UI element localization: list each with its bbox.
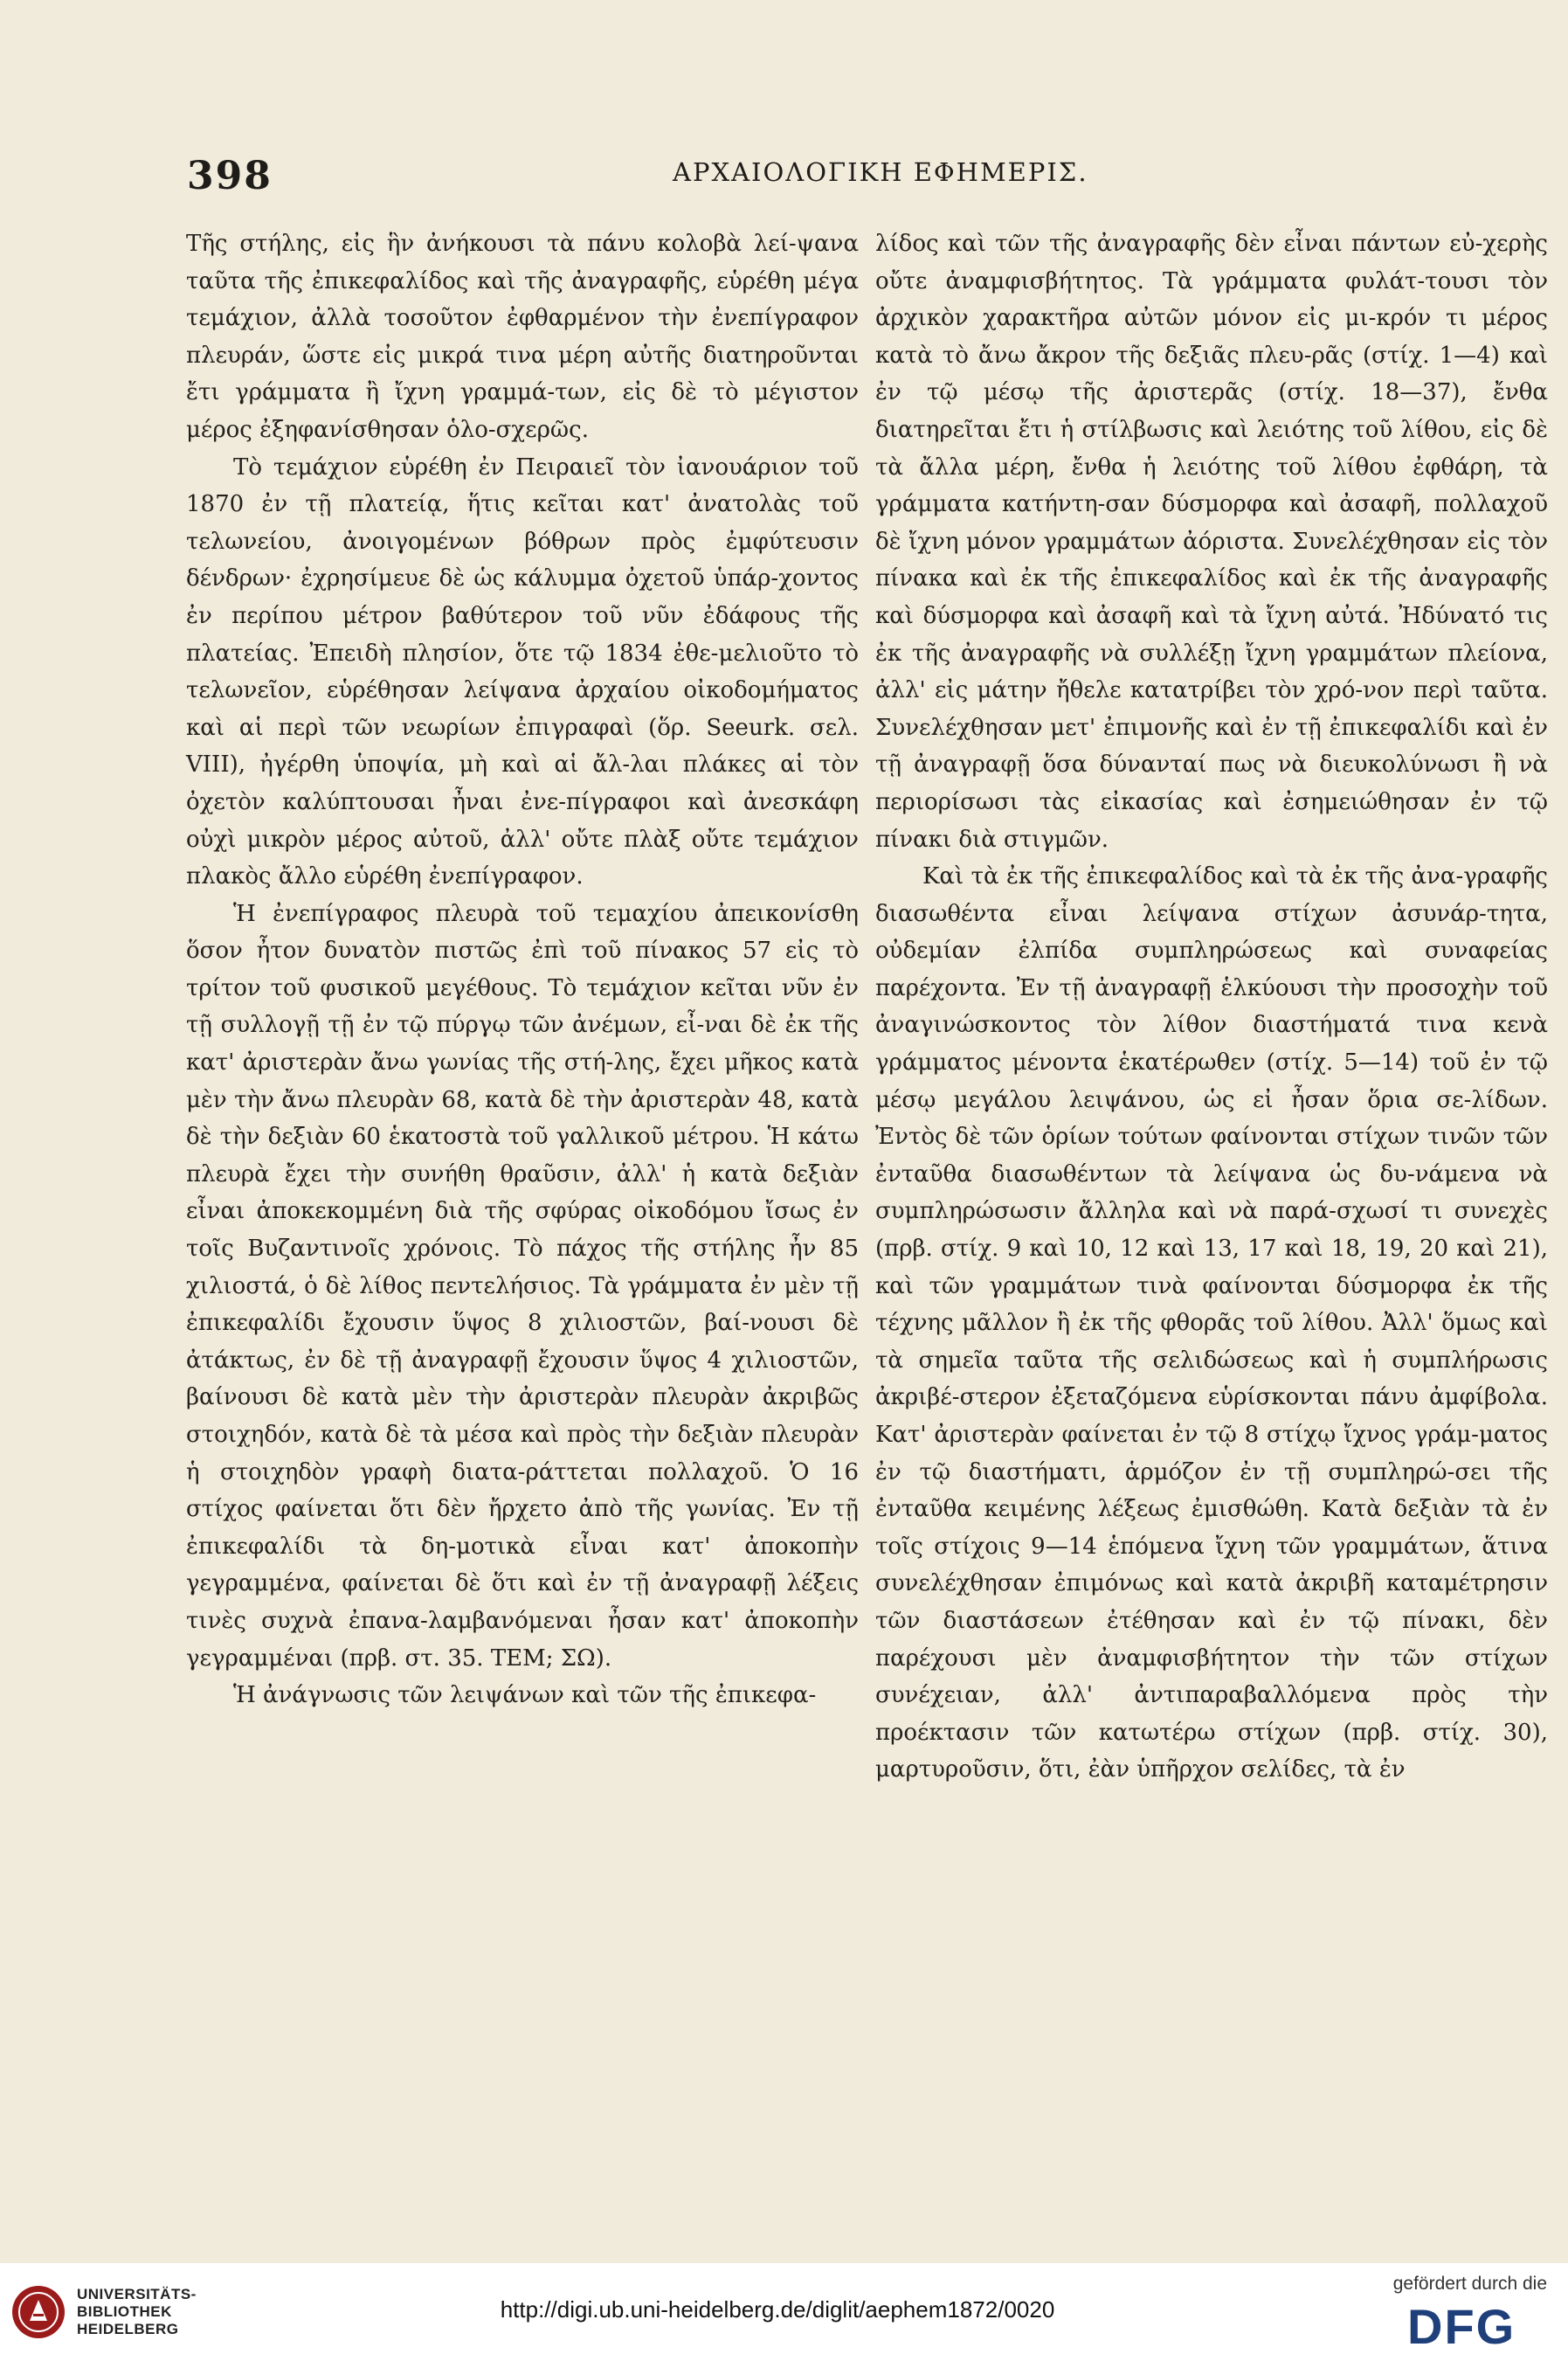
permalink[interactable]: http://digi.ub.uni-heidelberg.de/diglit/aephem1872/0020 (500, 2296, 1055, 2323)
paragraph: λίδος καὶ τῶν τῆς ἀναγραφῆς δὲν εἶναι πάντων εὐ-χερὴς οὔτε ἀναμφισβήτητος. Τὰ γράμματα φυλάτ-τουσι τὸν ἀρχικὸν χαρακτῆρα αὐτῶν μόνον εἰς μι-κρόν τι μέρος κατὰ τὸ ἄνω ἄκρον τῆς δεξιᾶς πλευ-ρᾶς (στίχ. 1—4) καὶ ἐν τῷ μέσῳ τῆς ἀριστερᾶς (στίχ. 18—37), ἔνθα διατηρεῖται ἔτι ἡ στίλβωσις καὶ λειότης τοῦ λίθου, εἰς δὲ τὰ ἄλλα μέρη, ἔνθα ἡ λειότης τοῦ λίθου ἐφθάρη, τὰ γράμματα κατήντη-σαν δύσμορφα καὶ ἀσαφῆ, πολλαχοῦ δὲ ἴχνη μόνον γραμμάτων ἀόριστα. Συνελέχθησαν εἰς τὸν πίνακα καὶ ἐκ τῆς ἐπικεφαλίδος καὶ ἐκ τῆς ἀναγραφῆς καὶ δύσμορφα καὶ ἀσαφῆ καὶ τὰ ἴχνη αὐτά. Ἠδύνατό τις ἐκ τῆς ἀναγραφῆς νὰ συλλέξῃ ἴχνη γραμμάτων πλείονα, ἀλλ' εἰς μάτην ἤθελε κατατρίβει τὸν χρό-νον περὶ ταῦτα. Συνελέχθησαν μετ' ἐπιμονῆς καὶ ἐν τῇ ἐπικεφαλίδι καὶ ἐν τῇ ἀναγραφῇ ὅσα δύνανταί πως νὰ διευκολύνωσι ἢ νὰ περιορίσωσι τὰς εἰκασίας καὶ ἐσημειώθησαν ἐν τῷ πίνακι διὰ στιγμῶν. (875, 231, 1548, 853)
university-seal-icon (10, 2284, 66, 2340)
university-name[interactable] (77, 2286, 197, 2338)
viewer-footer (0, 2263, 1568, 2361)
running-head: ΑΡΧΑΙΟΛΟΓΙΚΗ ΕΦΗΜΕΡΙΣ. (673, 157, 1088, 187)
left-column (186, 225, 859, 1714)
funded-by-label: gefördert durch die (1392, 2274, 1547, 2294)
dfg-logo-text: DFG (1407, 2302, 1516, 2349)
university-name-line: UNIVERSITÄTS- (77, 2286, 197, 2302)
right-column (875, 225, 1548, 1789)
paragraph: Τὸ τεμάχιον εὑρέθη ἐν Πειραιεῖ τὸν ἰανουάριον τοῦ 1870 ἐν τῇ πλατείᾳ, ἥτις κεῖται κατ' ἀνατολὰς τοῦ τελωνείου, ἀνοιγομένων βόθρων πρὸς ἐμφύτευσιν δένδρων· ἐχρησίμευε δὲ ὡς κάλυμμα ὀχετοῦ ὑπάρ-χοντος ἐν περίπου μέτρον βαθύτερον τοῦ νῦν ἐδάφους τῆς πλατείας. Ἐπειδὴ πλησίον, ὅτε τῷ 1834 ἐθε-μελιοῦτο τὸ τελωνεῖον, εὑρέθησαν λείψανα ἀρχαίου οἰκοδομήματος καὶ αἱ περὶ τῶν νεωρίων ἐπιγραφαὶ (ὅρ. Seeurk. σελ. VIII), ἠγέρθη ὑποψία, μὴ καὶ αἱ ἄλ-λαι πλάκες αἱ τὸν ὀχετὸν καλύπτουσαι ἦναι ἐνε-πίγραφοι καὶ ἀνεσκάφη οὐχὶ μικρὸν μέρος αὐτοῦ, ἀλλ' οὔτε πλὰξ οὔτε τεμάχιον πλακὸς ἄλλο εὑρέθη ἐνεπίγραφον. (186, 454, 859, 890)
page-number: 398 (187, 154, 273, 198)
paragraph: Ἡ ἀνάγνωσις τῶν λειψάνων καὶ τῶν τῆς ἐπικεφα- (233, 1682, 817, 1709)
university-name-line: HEIDELBERG (77, 2321, 179, 2337)
university-name-line: BIBLIOTHEK (77, 2303, 172, 2320)
dfg-logo[interactable] (1407, 2302, 1547, 2349)
paragraph: Ἡ ἐνεπίγραφος πλευρὰ τοῦ τεμαχίου ἀπεικονίσθη ὅσον ἦτον δυνατὸν πιστῶς ἐπὶ τοῦ πίνακος 57 εἰς τὸ τρίτον τοῦ φυσικοῦ μεγέθους. Τὸ τεμάχιον κεῖται νῦν ἐν τῇ συλλογῇ τῇ ἐν τῷ πύργῳ τῶν ἀνέμων, εἶ-ναι δὲ ἐκ τῆς κατ' ἀριστερὰν ἄνω γωνίας τῆς στή-λης, ἔχει μῆκος κατὰ μὲν τὴν ἄνω πλευρὰν 68, κατὰ δὲ τὴν ἀριστερὰν 48, κατὰ δὲ τὴν δεξιὰν 60 ἑκατοστὰ τοῦ γαλλικοῦ μέτρου. Ἡ κάτω πλευρὰ ἔχει τὴν συνήθη θραῦσιν, ἀλλ' ἡ κατὰ δεξιὰν εἶναι ἀποκεκομμένη διὰ τῆς σφύρας οἰκοδόμου ἴσως ἐν τοῖς Βυζαντινοῖς χρόνοις. Τὸ πάχος τῆς στήλης ἦν 85 χιλιοστά, ὁ δὲ λίθος πεντελήσιος. Τὰ γράμματα ἐν μὲν τῇ ἐπικεφαλίδι ἔχουσιν ὕψος 8 χιλιοστῶν, βαί-νουσι δὲ ἀτάκτως, ἐν δὲ τῇ ἀναγραφῇ ἔχουσιν ὕψος 4 χιλιοστῶν, βαίνουσι δὲ κατὰ μὲν τὴν ἀριστερὰν πλευρὰν ἀκριβῶς στοιχηδόν, κατὰ δὲ τὰ μέσα καὶ πρὸς τὴν δεξιὰν πλευρὰν ἡ στοιχηδὸν γραφὴ διατα-ράττεται πολλαχοῦ. Ὁ 16 στίχος φαίνεται ὅτι δὲν ἤρχετο ἀπὸ τῆς γωνίας. Ἐν τῇ ἐπικεφαλίδι τὰ δη-μοτικὰ εἶναι κατ' ἀποκοπὴν γεγραμμένα, φαίνεται δὲ ὅτι καὶ ἐν τῇ ἀναγραφῇ λέξεις τινὲς συχνὰ ἐπανα-λαμβανόμεναι ἦσαν κατ' ἀποκοπὴν γεγραμμέναι (πρβ. στ. 35. ΤΕΜ; ΣΩ). (186, 900, 859, 1672)
paragraph: Καὶ τὰ ἐκ τῆς ἐπικεφαλίδος καὶ τὰ ἐκ τῆς ἀνα-γραφῆς διασωθέντα εἶναι λείψανα στίχων ἀσυνάρ-τητα, οὐδεμίαν ἐλπίδα συμπληρώσεως καὶ συναφείας παρέχοντα. Ἐν τῇ ἀναγραφῇ ἑλκύουσι τὴν προσοχὴν τοῦ ἀναγινώσκοντος τὸν λίθον διαστήματά τινα κενὰ γράμματος μένοντα ἑκατέρωθεν (στίχ. 5—14) τοῦ ἐν τῷ μέσῳ μεγάλου λειψάνου, ὡς εἰ ἦσαν ὅρια σε-λίδων. Ἐντὸς δὲ τῶν ὁρίων τούτων φαίνονται στίχων τινῶν τῶν ἐνταῦθα διασωθέντων τὰ λείψανα ὡς δυ-νάμενα νὰ συμπληρώσωσιν ἄλληλα καὶ νὰ παρά-σχωσί τι συνεχὲς (πρβ. στίχ. 9 καὶ 10, 12 καὶ 13, 17 καὶ 18, 19, 20 καὶ 21), καὶ τῶν γραμμάτων τινὰ φαίνονται δύσμορφα ἐκ τῆς τέχνης μᾶλλον ἢ ἐκ τῆς φθορᾶς τοῦ λίθου. Ἀλλ' ὅμως καὶ τὰ σημεῖα ταῦτα τῆς σελιδώσεως καὶ ἡ συμπλήρωσις ἀκριβέ-στερον ἐξεταζόμενα εὑρίσκονται πάνυ ἀμφίβολα. Κατ' ἀριστερὰν φαίνεται ἐν τῷ 8 στίχῳ ἴχνος γράμ-ματος ἐν τῷ διαστήματι, ἁρμόζον ἐν τῇ συμπληρώ-σει τῆς ἐνταῦθα κειμένης λέξεως ἐμισθώθη. Κατὰ δεξιὰν τὰ ἐν τοῖς στίχοις 9—14 ἑπόμενα ἴχνη τῶν γραμμάτων, ἅτινα συνελέχθησαν ἐπιμόνως καὶ κατὰ ἀκριβῆ καταμέτρησιν τῶν διαστάσεων ἐτέθησαν καὶ ἐν τῷ πίνακι, δὲν παρέχουσι μὲν ἀναμφισβήτητον τὴν τῶν στίχων συνέχειαν, ἀλλ' ἀντιπαραβαλλόμενα πρὸς τὴν προέκτασιν τῶν κατωτέρω στίχων (πρβ. στίχ. 30), μαρτυροῦσιν, ὅτι, ἐὰν ὑπῆρχον σελίδες, τὰ ἐν (875, 863, 1548, 1783)
paragraph: Τῆς στήλης, εἰς ἣν ἀνήκουσι τὰ πάνυ κολοβὰ λεί-ψανα ταῦτα τῆς ἐπικεφαλίδος καὶ τῆς ἀναγραφῆς, εὑρέθη μέγα τεμάχιον, ἀλλὰ τοσοῦτον ἐφθαρμένον τὴν ἐνεπίγραφον πλευράν, ὥστε εἰς μικρά τινα μέρη αὐτῆς διατηροῦνται ἔτι γράμματα ἢ ἴχνη γραμμά-των, εἰς δὲ τὸ μέγιστον μέρος ἐξηφανίσθησαν ὁλο-σχερῶς. (186, 231, 859, 443)
